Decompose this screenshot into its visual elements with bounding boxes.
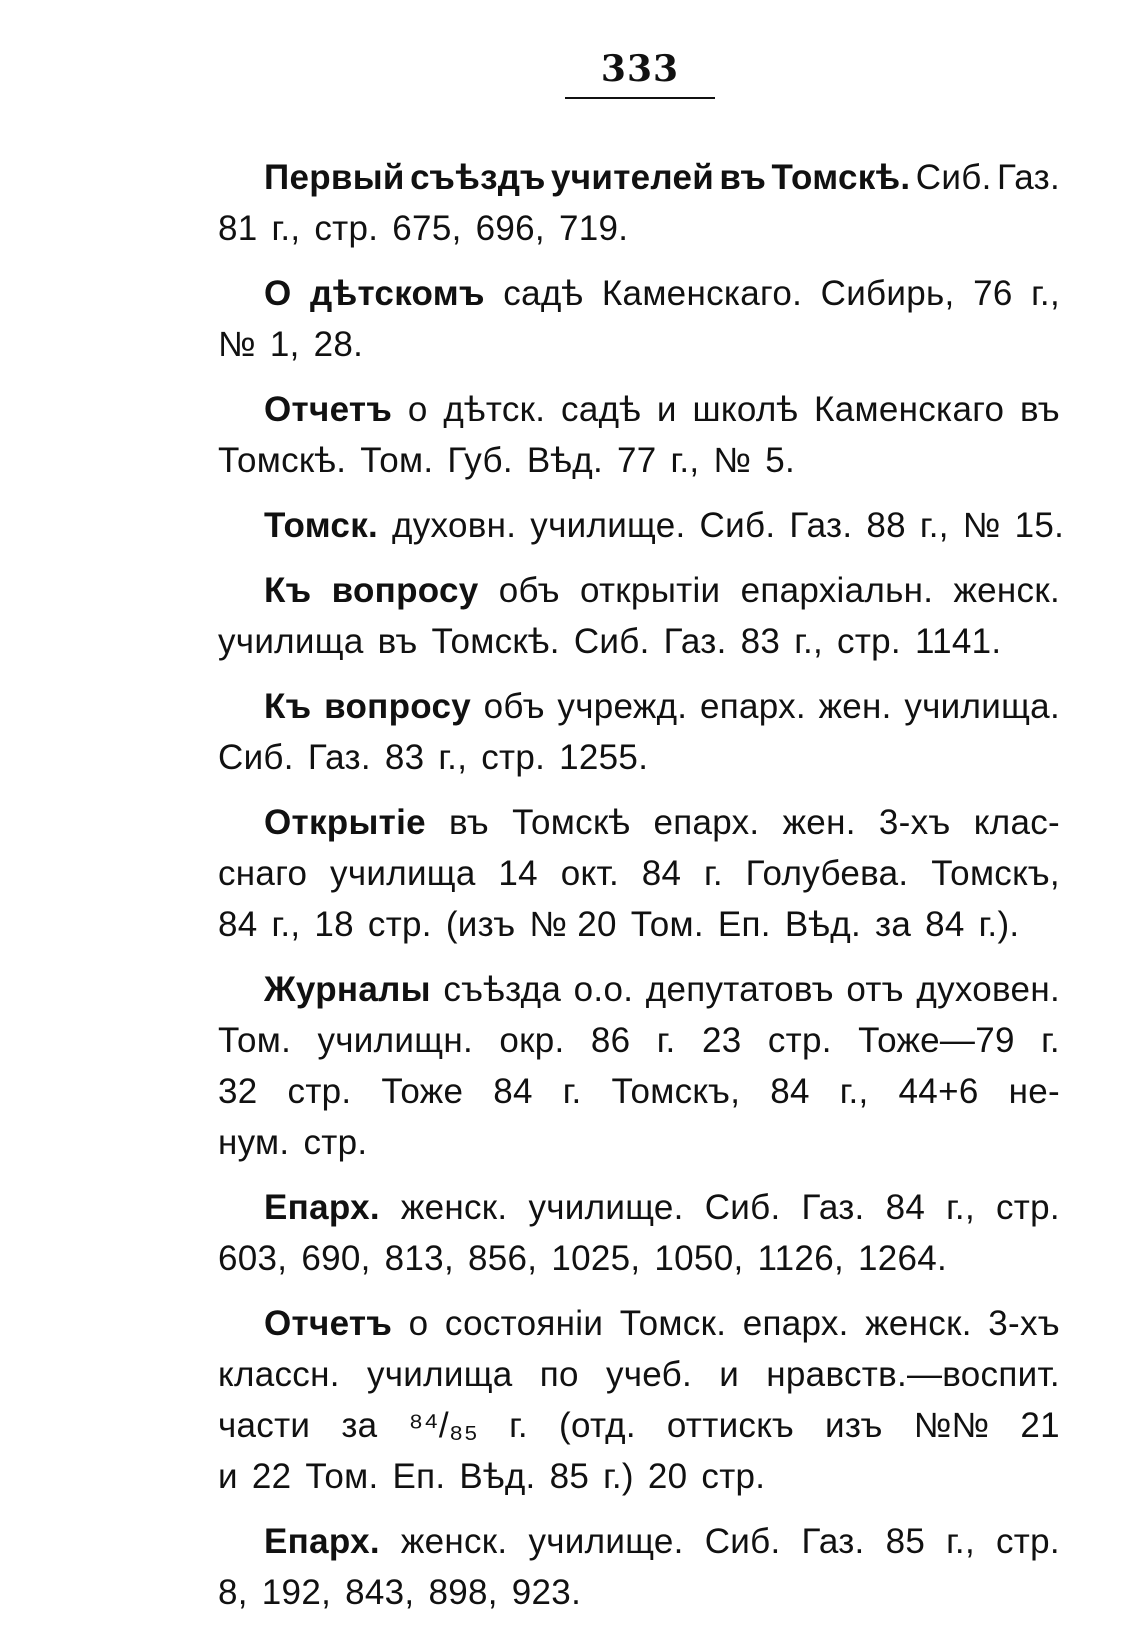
entry-word: г., (271, 209, 301, 248)
entry-word: Сибирь, (820, 274, 955, 313)
entry-line (218, 732, 1060, 783)
entry-word: 83 (384, 738, 425, 777)
entry-word: дѣтск. (443, 390, 546, 429)
entry-word: состояніи (444, 1304, 604, 1343)
entry-line (218, 319, 1060, 370)
entry-word: жен. (782, 803, 856, 842)
entry-word: стр. (314, 209, 379, 248)
entry-word: учителей (551, 158, 715, 197)
entry-line (218, 1117, 1060, 1168)
entry-word: г., (438, 738, 468, 777)
entry-word: женск. (400, 1188, 508, 1227)
entry-word: 843, (345, 1573, 415, 1612)
entry-word: 84 (925, 905, 965, 944)
entry-word: духовн. (392, 506, 517, 545)
entry-word: 719. (558, 209, 629, 248)
entry-line (218, 152, 1060, 203)
entry-line (218, 1349, 1060, 1400)
entry-word: Каменскаго. (601, 274, 803, 313)
entry-word: епарх. (699, 687, 806, 726)
entry-word: отъ (846, 970, 904, 1009)
entry-word: 192, (261, 1573, 332, 1612)
entry-word: Томск. (619, 1304, 727, 1343)
entry-word: Том. (360, 441, 434, 480)
entry-line (218, 1066, 1060, 1117)
entry-word: стр. (767, 1021, 832, 1060)
entry-word: 21 (1020, 1406, 1060, 1445)
entry-word: Еп. (392, 1457, 446, 1496)
entry-word: Епарх. (264, 1188, 380, 1227)
entry-word: 18 (314, 905, 354, 944)
entry-word: 28. (313, 325, 364, 364)
entry-word: Голубева. (745, 854, 909, 893)
entry-line (218, 964, 1060, 1015)
entry-word: Томскъ, (931, 854, 1060, 893)
entry-word: Къ (264, 571, 312, 610)
entry-word: №№ (913, 1406, 990, 1445)
entry-word: 81 (218, 209, 258, 248)
entry-word: женск. (400, 1522, 508, 1561)
entry-word: г. (704, 854, 723, 893)
entry-word: г., (271, 905, 301, 944)
entry-word: окр. (499, 1021, 565, 1060)
entry-word: 1264. (858, 1239, 948, 1278)
entry-word: изъ (825, 1406, 883, 1445)
entry-line (218, 1451, 1060, 1502)
entry-word: 84 (770, 1072, 810, 1111)
entry-word: Сиб. (704, 1522, 781, 1561)
entry-line (218, 268, 1060, 319)
entry-word: 83 (740, 622, 781, 661)
entry-word: духовен. (916, 970, 1060, 1009)
entry-word: 3-хъ (988, 1304, 1060, 1343)
entry-word: Газ. (663, 622, 727, 661)
entry-word: стр. (303, 1123, 368, 1162)
entry-word: Томскѣ. (431, 622, 560, 661)
entry-word: клас- (973, 803, 1060, 842)
entry-word: училища. (904, 687, 1060, 726)
entry-word: за (874, 905, 912, 944)
entry-word: стр. (287, 1072, 352, 1111)
entry-word: въ (449, 803, 489, 842)
entry-word: Журналы (264, 970, 431, 1009)
entry-word: дѣтскомъ (310, 274, 485, 313)
entry-word: Томскъ, (611, 1072, 741, 1111)
entry-word: г. (562, 1072, 582, 1111)
entry-word: стр. (837, 622, 901, 661)
entry-word: учрежд. (557, 687, 688, 726)
entry-word: № (713, 441, 752, 480)
entry-word: 23 (701, 1021, 742, 1060)
entry-word: г.). (978, 905, 1020, 944)
entry-word: не- (1008, 1072, 1060, 1111)
entry-word: Газ. (789, 506, 853, 545)
entry-word: школѣ (692, 390, 799, 429)
entry-word: 88 (866, 506, 906, 545)
entry-word: 44+6 (898, 1072, 979, 1111)
entry-word: 84 (641, 854, 682, 893)
entry-word: училища (330, 854, 476, 893)
entry-word: Газ. (307, 738, 371, 777)
entry-word: Сиб. (218, 738, 294, 777)
entry-word: Том. (305, 1457, 379, 1496)
entry-word: 1126, (757, 1239, 844, 1278)
entry-word: Том. (218, 1021, 292, 1060)
entry-word: Томск. (264, 506, 379, 545)
entry-line (218, 203, 1060, 254)
entry-word: съѣздъ (410, 158, 546, 197)
bibliography-entry (218, 681, 1060, 783)
entry-word: и (656, 390, 677, 429)
entry-word: Еп. (717, 905, 771, 944)
entry-word: епархіальн. (740, 571, 934, 610)
entry-word: г., (794, 622, 824, 661)
entry-line (218, 500, 1065, 551)
entry-word: г. (1041, 1021, 1060, 1060)
entry-line (218, 1567, 1060, 1618)
bibliography-entry (218, 964, 1060, 1168)
entry-word: вопросу (324, 687, 472, 726)
entry-word: Сиб. (704, 1188, 781, 1227)
entry-word: 86 (590, 1021, 631, 1060)
entry-word: Открытіе (264, 803, 426, 842)
entry-word: О (264, 274, 292, 313)
entry-word: 84 (885, 1188, 926, 1227)
entry-word: классн. (218, 1355, 340, 1394)
entry-word: 813, (384, 1239, 454, 1278)
entry-line (218, 1015, 1060, 1066)
entry-line (218, 435, 1060, 486)
page-number: 333 (600, 48, 680, 90)
entry-word: открытіи (579, 571, 721, 610)
entry-word: Вѣд. (526, 441, 603, 480)
entry-word: 696, (475, 209, 545, 248)
entry-line (218, 1516, 1060, 1567)
entry-word: Томскѣ. (771, 158, 911, 197)
entry-word: Отчетъ (264, 1304, 393, 1343)
entry-word: и (218, 1457, 238, 1496)
entry-word: садѣ (561, 390, 642, 429)
header-rule (565, 97, 715, 99)
entry-line (218, 1298, 1060, 1349)
entry-word: 8, (218, 1573, 248, 1612)
entry-word: стр. (996, 1188, 1060, 1227)
entry-word: Газ. (996, 158, 1060, 197)
entry-word: Сиб. (699, 506, 776, 545)
entry-word: 85 (885, 1522, 926, 1561)
entry-word: депутатовъ (645, 970, 834, 1009)
bibliography-entry (218, 1182, 1060, 1284)
entry-word: училищн. (317, 1021, 473, 1060)
entry-word: 20 (647, 1457, 688, 1496)
entry-word: объ (483, 687, 545, 726)
entry-word: Томскѣ. (218, 441, 347, 480)
entry-word: женск. (953, 571, 1060, 610)
entry-word: вопросу (331, 571, 479, 610)
entry-word: (отд. (559, 1406, 636, 1445)
entry-word: г., (670, 441, 700, 480)
entry-word: г. (509, 1406, 528, 1445)
entry-word: нравств.—воспит. (766, 1355, 1060, 1394)
entry-word: 603, (218, 1239, 288, 1278)
entry-word: въ (377, 622, 418, 661)
entry-word: Первый (264, 158, 405, 197)
entry-line (218, 899, 1060, 950)
entry-word: Газ. (801, 1522, 865, 1561)
entry-line (218, 565, 1060, 616)
entry-word: въ (719, 158, 767, 197)
entry-word: Епарх. (264, 1522, 380, 1561)
entry-word: въ (1020, 390, 1060, 429)
entry-word: училище. (528, 1522, 684, 1561)
entry-word: 85 (549, 1457, 590, 1496)
entry-line (218, 1182, 1060, 1233)
entry-word: Газ. (801, 1188, 865, 1227)
entry-line (218, 1233, 1060, 1284)
entry-word: Каменскаго (814, 390, 1005, 429)
bibliography-entry (218, 384, 1060, 486)
entry-word: 1255. (559, 738, 649, 777)
entry-line (218, 848, 1060, 899)
entry-line (218, 797, 1060, 848)
entry-word: училища (218, 622, 364, 661)
entry-word: жен. (818, 687, 892, 726)
entry-word: 1141. (914, 622, 1002, 661)
entry-word: и (719, 1355, 740, 1394)
entry-word: Сиб. (573, 622, 650, 661)
entry-line (218, 1400, 1060, 1451)
entry-word: 898, (428, 1573, 498, 1612)
entry-word: за (341, 1406, 378, 1445)
entry-word: г., (1031, 274, 1060, 313)
entry-word: Къ (264, 687, 312, 726)
entry-word: 77 (617, 441, 657, 480)
entry-word: Отчетъ (264, 390, 393, 429)
entry-word: 3-хъ (878, 803, 951, 842)
entry-word: о (408, 1304, 429, 1343)
entry-word: оттискъ (666, 1406, 795, 1445)
entry-word: Вѣд. (784, 905, 861, 944)
entry-word: ⁸⁴/₈₅ (408, 1406, 479, 1445)
entry-word: (изъ (445, 905, 516, 944)
entry-line (218, 616, 1060, 667)
entry-word: Томскѣ (512, 803, 631, 842)
entry-line (218, 384, 1060, 435)
bibliography-entry (218, 565, 1060, 667)
bibliography-entry (218, 268, 1060, 370)
entry-word: г., (946, 1188, 975, 1227)
entry-word: 1, (269, 325, 300, 364)
entry-word: стр. (996, 1522, 1060, 1561)
entry-word: 1025, (551, 1239, 641, 1278)
entry-word: Сиб. (915, 158, 992, 197)
entry-word: № 20 (529, 905, 617, 944)
entry-word: съѣзда (443, 970, 562, 1009)
entry-word: объ (498, 571, 560, 610)
entry-word: 675, (392, 209, 462, 248)
entry-word: 690, (301, 1239, 371, 1278)
entry-word: 22 (251, 1457, 292, 1496)
bibliography-list (218, 152, 1065, 1632)
entry-word: 5. (765, 441, 796, 480)
entry-word: № (962, 506, 1001, 545)
entry-word: о (407, 390, 428, 429)
entry-word: Тоже—79 (858, 1021, 1015, 1060)
bibliography-entry (218, 1516, 1060, 1618)
entry-word: 84 (493, 1072, 533, 1111)
entry-word: № (218, 325, 256, 364)
entry-word: Губ. (447, 441, 513, 480)
bibliography-entry (218, 152, 1060, 254)
entry-word: епарх. (742, 1304, 849, 1343)
entry-word: стр. (701, 1457, 766, 1496)
entry-word: о.о. (573, 970, 634, 1009)
entry-word: части (218, 1406, 311, 1445)
entry-word: 84 (218, 905, 258, 944)
entry-word: г. (656, 1021, 676, 1060)
entry-word: училище. (528, 1188, 684, 1227)
entry-word: епарх. (653, 803, 760, 842)
entry-word: г., (839, 1072, 869, 1111)
entry-word: учеб. (605, 1355, 693, 1394)
entry-word: нум. (218, 1123, 290, 1162)
entry-word: 856, (467, 1239, 538, 1278)
bibliography-entry (218, 797, 1060, 950)
entry-word: г.) (603, 1457, 634, 1496)
entry-word: 923. (511, 1573, 582, 1612)
bibliography-entry (218, 1298, 1060, 1502)
entry-word: снаго (218, 854, 308, 893)
entry-word: 1050, (654, 1239, 744, 1278)
entry-word: по (539, 1355, 579, 1394)
entry-word: стр. (367, 905, 432, 944)
entry-word: женск. (865, 1304, 972, 1343)
entry-word: училище. (530, 506, 686, 545)
entry-word: 15. (1014, 506, 1065, 545)
entry-word: 32 (218, 1072, 258, 1111)
entry-word: 14 (498, 854, 538, 893)
entry-word: Вѣд. (459, 1457, 536, 1496)
entry-word: садѣ (503, 274, 584, 313)
entry-word: г., (946, 1522, 975, 1561)
entry-line (218, 681, 1060, 732)
entry-word: 76 (973, 274, 1013, 313)
entry-word: стр. (481, 738, 546, 777)
entry-word: г., (919, 506, 949, 545)
entry-word: Том. (630, 905, 704, 944)
entry-word: училища (366, 1355, 513, 1394)
bibliography-entry (218, 500, 1065, 551)
entry-word: окт. (560, 854, 619, 893)
entry-word: Тоже (381, 1072, 464, 1111)
